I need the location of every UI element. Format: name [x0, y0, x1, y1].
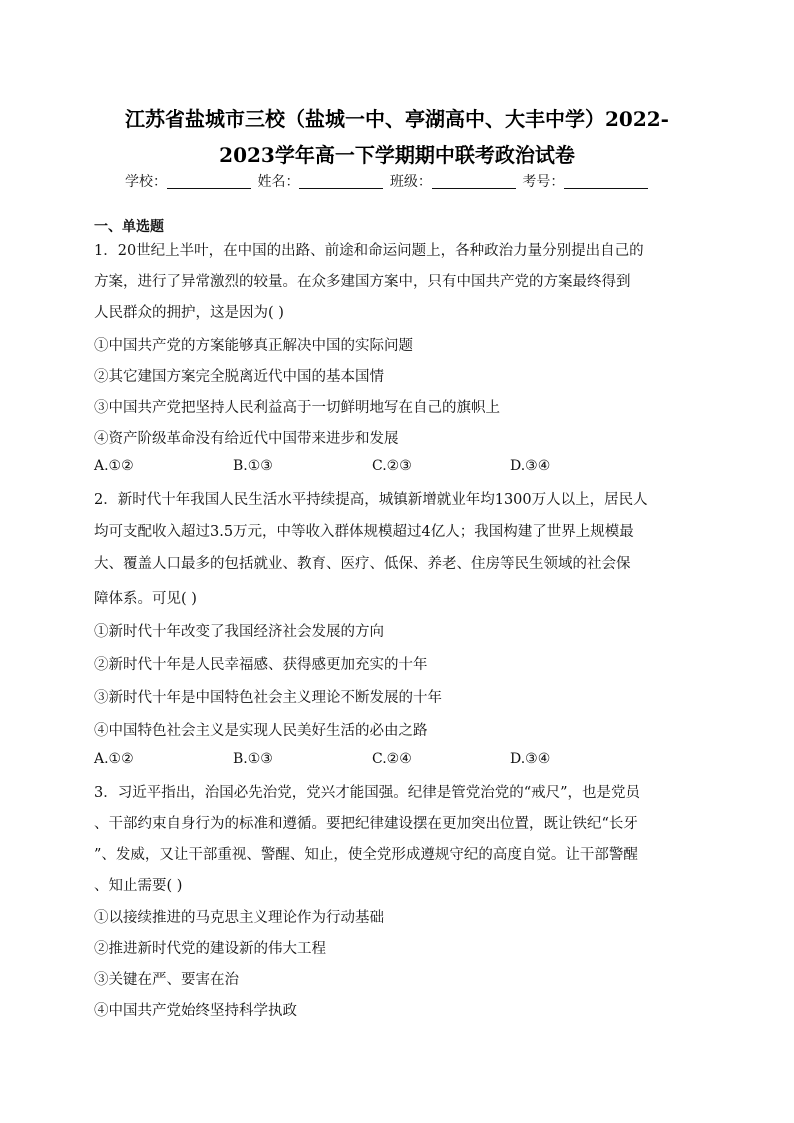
q1-option-c[interactable]: C.②③: [372, 458, 412, 474]
q3-stem-line: 、知止需要( ): [94, 878, 183, 894]
student-info-row: [125, 171, 650, 191]
class-blank[interactable]: [432, 174, 516, 189]
q1-statement: ①中国共产党的方案能够真正解决中国的实际问题: [94, 338, 413, 354]
q2-option-d[interactable]: D.③④: [510, 751, 551, 767]
q1-stem-line: 方案，进行了异常激烈的较量。在众多建国方案中，只有中国共产党的方案最终得到: [94, 274, 631, 290]
q2-statement: ②新时代十年是人民幸福感、获得感更加充实的十年: [94, 657, 428, 673]
q2-stem-line: 2．新时代十年我国人民生活水平持续提高，城镇新增就业年均1300万人以上，居民人: [94, 492, 648, 508]
q2-statement: ③新时代十年是中国特色社会主义理论不断发展的十年: [94, 690, 442, 706]
q3-statement: ①以接续推进的马克思主义理论作为行动基础: [94, 910, 384, 926]
q2-option-a[interactable]: A.①②: [94, 751, 134, 767]
q2-stem-line: 障体系。可见( ): [94, 591, 197, 607]
q2-option-c[interactable]: C.②④: [372, 751, 412, 767]
q1-statement: ③中国共产党把坚持人民利益高于一切鲜明地写在自己的旗帜上: [94, 400, 500, 416]
exam-no-label: 考号：: [522, 174, 565, 190]
name-label: 姓名：: [257, 174, 300, 190]
q2-statement: ④中国特色社会主义是实现人民美好生活的必由之路: [94, 723, 428, 739]
exam-no-blank[interactable]: [564, 174, 648, 189]
q2-statement: ①新时代十年改变了我国经济社会发展的方向: [94, 624, 384, 640]
q1-option-a[interactable]: A.①②: [94, 458, 134, 474]
q2-stem-line: 大、覆盖人口最多的包括就业、教育、医疗、低保、养老、住房等民生领域的社会保: [94, 556, 631, 572]
exam-title-line2: 2023学年高一下学期期中联考政治试卷: [219, 143, 575, 167]
q3-stem-line: 、干部约束自身行为的标准和遵循。要把纪律建设摆在更加突出位置，既让铁纪“长牙: [94, 816, 638, 832]
q3-statement: ③关键在严、要害在治: [94, 972, 239, 988]
school-blank[interactable]: [167, 174, 251, 189]
class-label: 班级：: [389, 174, 432, 190]
q2-stem-line: 均可支配收入超过3.5万元，中等收入群体规模超过4亿人；我国构建了世界上规模最: [94, 524, 634, 540]
exam-title-line1: 江苏省盐城市三校（盐城一中、亭湖高中、大丰中学）2022-: [125, 107, 669, 131]
q1-statement: ②其它建国方案完全脱离近代中国的基本国情: [94, 369, 384, 385]
q1-stem-line: 人民群众的拥护，这是因为( ): [94, 305, 284, 321]
q3-statement: ②推进新时代党的建设新的伟大工程: [94, 941, 326, 957]
name-blank[interactable]: [299, 174, 383, 189]
q2-option-b[interactable]: B.①③: [233, 751, 273, 767]
q3-stem-line: ”、发威，又让干部重视、警醒、知止，使全党形成遵规守纪的高度自觉。让干部警醒: [94, 847, 638, 863]
school-label: 学校：: [125, 174, 167, 190]
q3-stem-line: 3．习近平指出，治国必先治党，党兴才能国强。纪律是管党治党的“戒尺”，也是党员: [94, 785, 641, 801]
section-heading: 一、单选题: [94, 219, 164, 235]
q1-statement: ④资产阶级革命没有给近代中国带来进步和发展: [94, 431, 399, 447]
q3-statement: ④中国共产党始终坚持科学执政: [94, 1003, 297, 1019]
q1-option-b[interactable]: B.①③: [233, 458, 273, 474]
q1-option-d[interactable]: D.③④: [510, 458, 551, 474]
q1-stem-line: 1．20世纪上半叶，在中国的出路、前途和命运问题上，各种政治力量分别提出自己的: [94, 243, 644, 259]
